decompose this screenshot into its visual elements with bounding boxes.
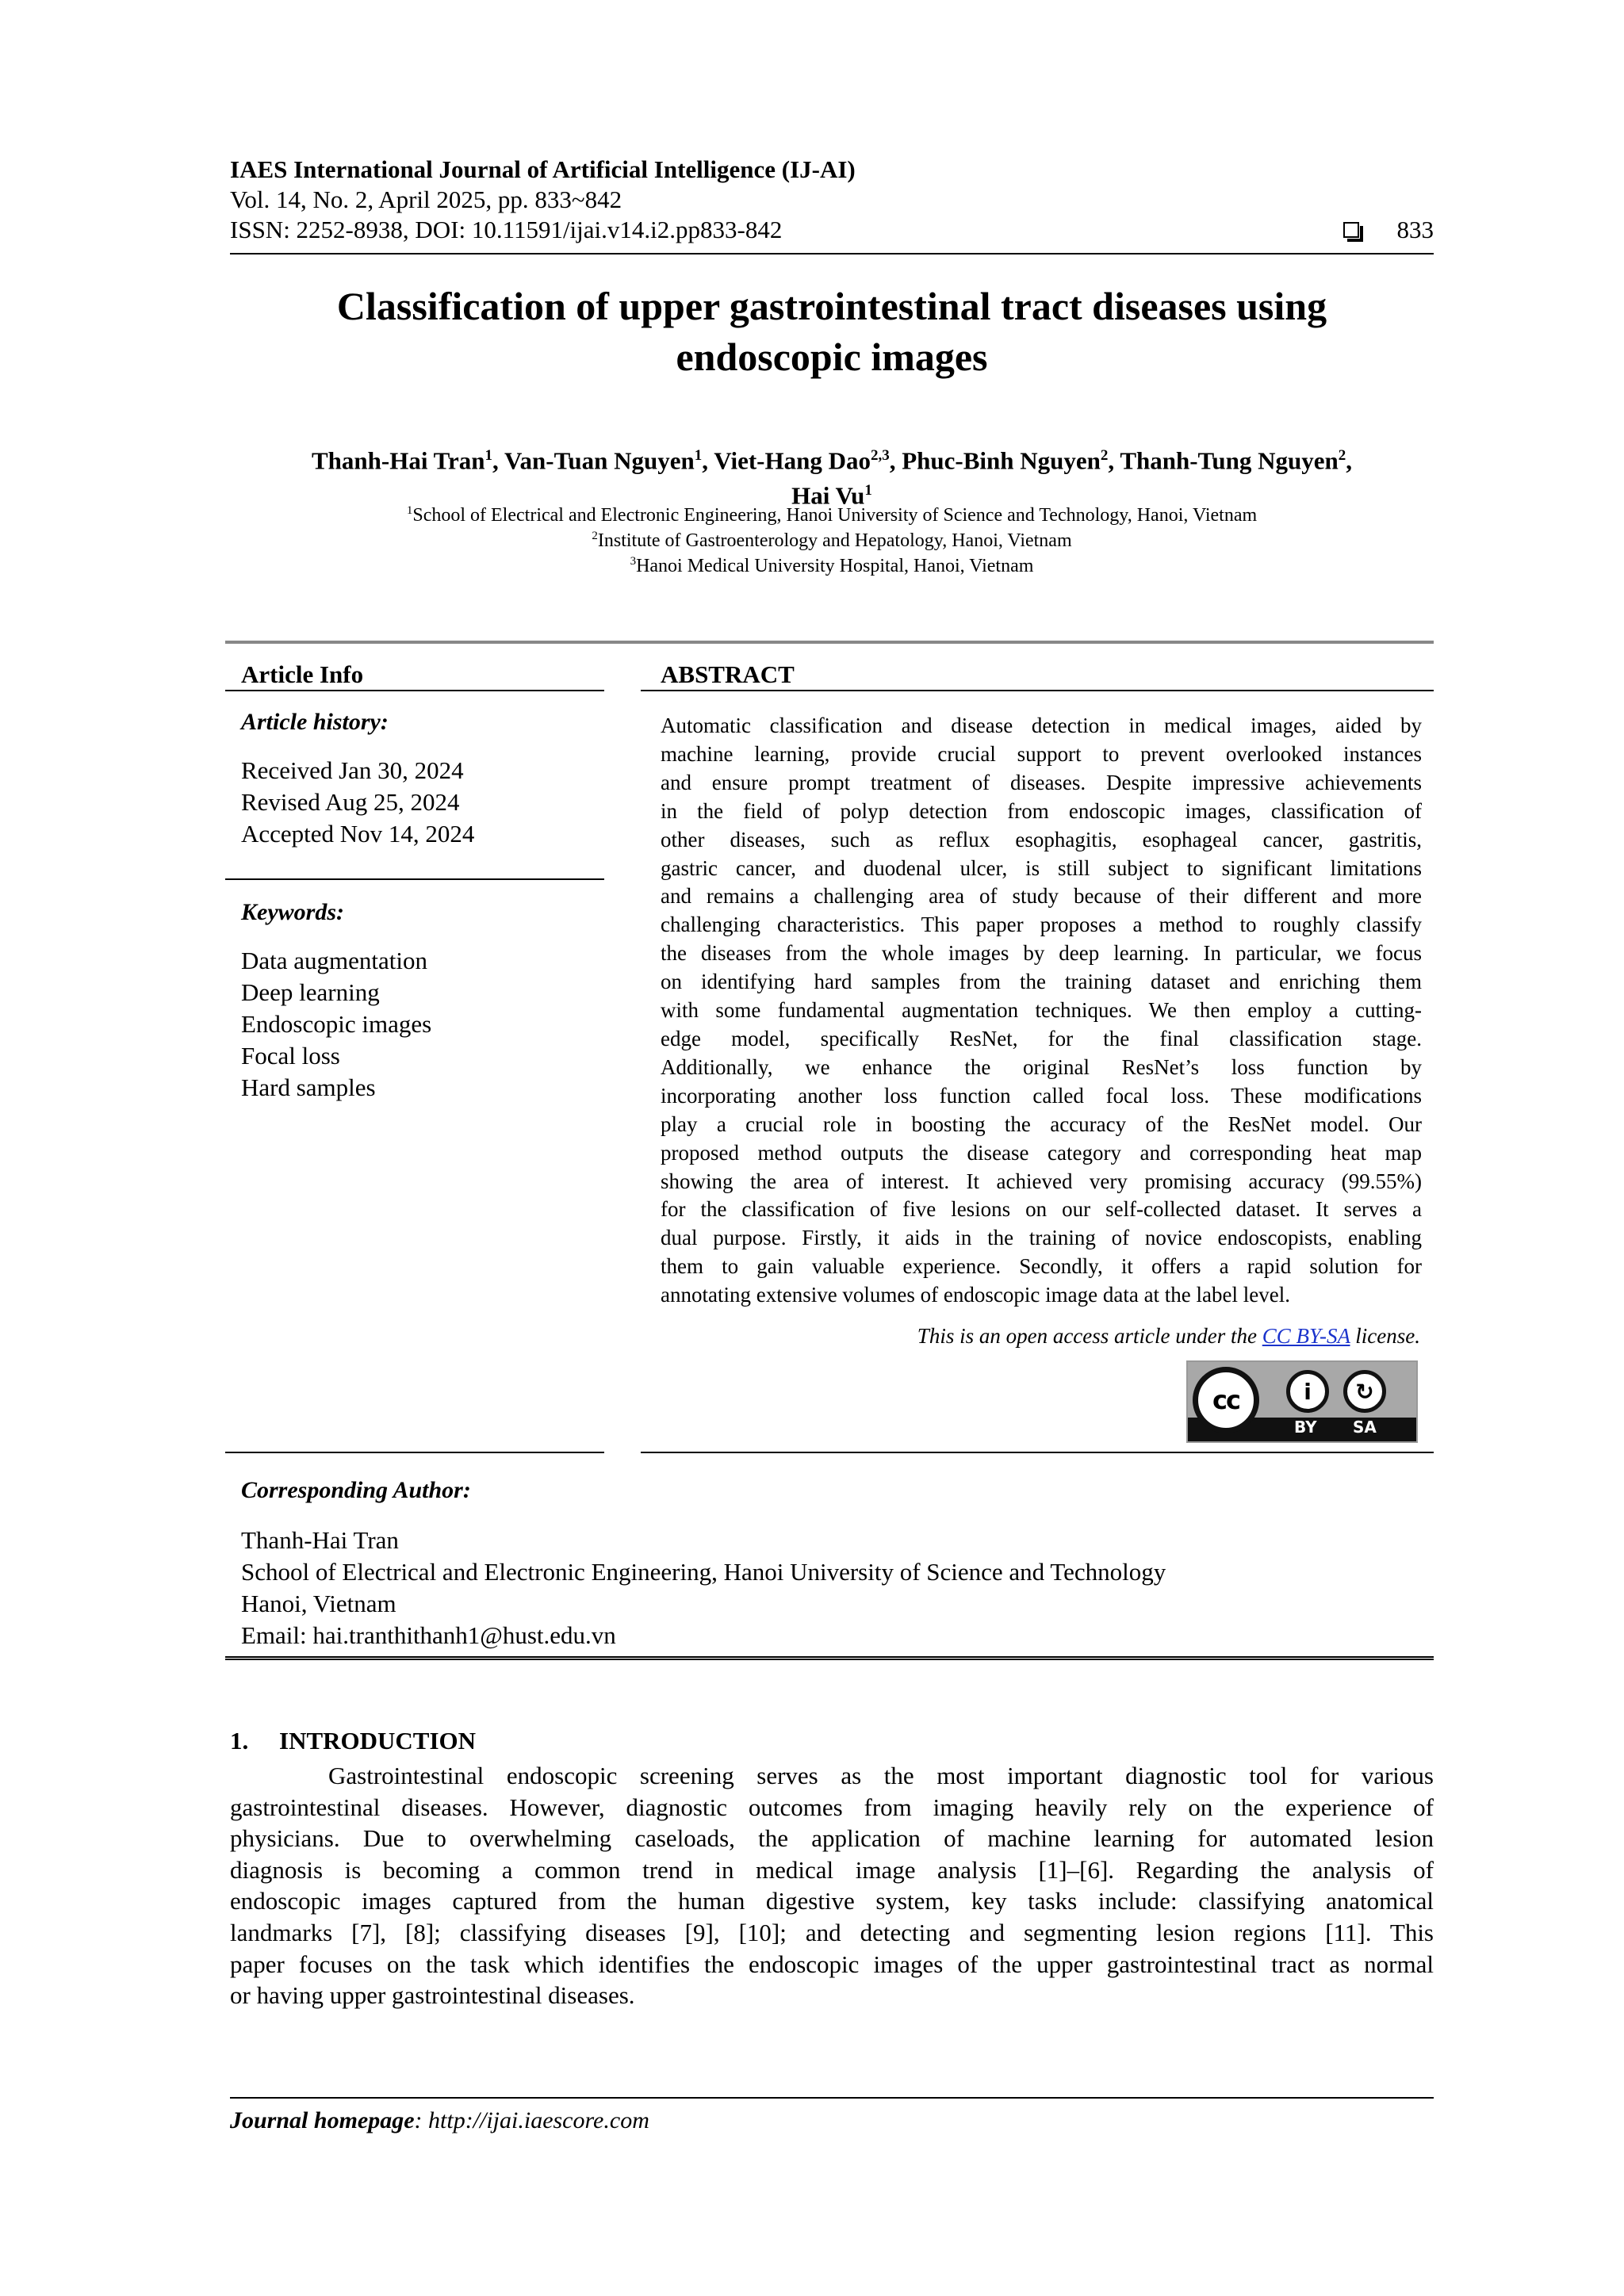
abstract-line: dual purpose. Firstly, it aids in the training of novice endoscopists, enabling bbox=[661, 1226, 1422, 1250]
author-affil-sup: 1 bbox=[864, 482, 872, 499]
body-line: paper focuses on the task which identifies the endoscopic images of the upper gastrointestinal tract as normal bbox=[230, 1950, 1434, 1978]
affiliation bbox=[230, 555, 1434, 577]
keywords-list bbox=[241, 945, 431, 1104]
abstract-line: for the classification of five lesions on our self-collected dataset. It serves a bbox=[661, 1197, 1422, 1222]
box-bullet-icon bbox=[1343, 222, 1359, 238]
affiliation-text: School of Electrical and Electronic Engineering, Hanoi University of Science and Technology, Hanoi, Vietnam bbox=[412, 505, 1258, 526]
author-name: Thanh-Tung Nguyen bbox=[1120, 446, 1339, 475]
by-label: BY bbox=[1294, 1418, 1317, 1437]
license-prefix: This is an open access article under the bbox=[917, 1324, 1262, 1348]
author-list bbox=[230, 441, 1434, 511]
affiliation bbox=[230, 530, 1434, 552]
volume-info: Vol. 14, No. 2, April 2025, pp. 833~842 bbox=[230, 186, 622, 213]
article-info-heading: Article Info bbox=[241, 660, 364, 688]
article-history-list bbox=[241, 755, 474, 850]
article-history-heading: Article history: bbox=[241, 709, 389, 735]
abstract-body bbox=[661, 712, 1422, 1310]
license-statement bbox=[917, 1324, 1420, 1349]
abstract-line: and ensure prompt treatment of diseases. Despite impressive achievements bbox=[661, 770, 1422, 794]
body-line: or having upper gastrointestinal diseases. bbox=[230, 1981, 635, 2010]
abstract-heading: ABSTRACT bbox=[661, 660, 795, 688]
corresponding-author-details bbox=[241, 1525, 1166, 1651]
abstract-line: machine learning, provide crucial support to prevent overlooked instances bbox=[661, 741, 1422, 766]
keywords-heading: Keywords: bbox=[241, 899, 344, 925]
affiliation-text: Institute of Gastroenterology and Hepatology, Hanoi, Vietnam bbox=[597, 530, 1072, 551]
corresponding-bottom-rule bbox=[225, 1656, 1434, 1660]
body-line: physicians. Due to overwhelming caseloads, the application of machine learning for automated lesion bbox=[230, 1824, 1434, 1853]
body-line: Gastrointestinal endoscopic screening serves as the most important diagnostic tool for various bbox=[328, 1762, 1434, 1789]
abstract-line: showing the area of interest. It achieved very promising accuracy (99.55%) bbox=[661, 1169, 1422, 1193]
attribution-icon-glyph: i bbox=[1304, 1378, 1312, 1405]
corresponding-author-heading: Corresponding Author: bbox=[241, 1477, 471, 1503]
license-link[interactable]: CC BY-SA bbox=[1262, 1324, 1350, 1348]
affiliation-sup: 3 bbox=[630, 555, 637, 568]
abstract-rule bbox=[641, 690, 1434, 691]
history-accepted: Accepted Nov 14, 2024 bbox=[241, 820, 475, 848]
abstract-line: other diseases, such as reflux esophagitis, esophageal cancer, gastritis, bbox=[661, 827, 1422, 851]
body-line: landmarks [7], [8]; classifying diseases [9], [10]; and detecting and segmenting lesion regions [11]. This bbox=[230, 1918, 1434, 1946]
keywords-bottom-rule bbox=[225, 1452, 604, 1453]
body-line: gastrointestinal diseases. However, diagnostic outcomes from imaging heavily rely on the experience of bbox=[230, 1793, 1434, 1821]
affiliation-sup: 2 bbox=[592, 530, 598, 542]
info-block-top-rule bbox=[225, 641, 1434, 644]
author-name: Viet-Hang Dao bbox=[714, 446, 871, 475]
abstract-line: challenging characteristics. This paper proposes a method to roughly classify bbox=[661, 913, 1422, 937]
keyword: Data augmentation bbox=[241, 947, 427, 974]
abstract-line: the diseases from the whole images by deep learning. In particular, we focus bbox=[661, 941, 1422, 966]
author-name: Van-Tuan Nguyen bbox=[504, 446, 695, 475]
author-affil-sup: 2 bbox=[1338, 447, 1346, 464]
author-name: Hai Vu bbox=[791, 481, 865, 510]
author-name: Phuc-Binh Nguyen bbox=[902, 446, 1101, 475]
corresponding-email: Email: hai.tranthithanh1@hust.edu.vn bbox=[241, 1621, 616, 1649]
abstract-line: incorporating another loss function called focal loss. These modifications bbox=[661, 1083, 1422, 1108]
license-suffix: license. bbox=[1350, 1324, 1420, 1348]
body-line: endoscopic images captured from the human digestive system, key tasks include: classifying anatomical bbox=[230, 1887, 1434, 1915]
history-rule bbox=[225, 878, 604, 880]
affiliation-text: Hanoi Medical University Hospital, Hanoi, Vietnam bbox=[636, 556, 1034, 576]
cc-logo-icon bbox=[1193, 1367, 1259, 1433]
page-number: 833 bbox=[1396, 216, 1434, 243]
affiliation-sup: 1 bbox=[406, 504, 413, 517]
abstract-line: on identifying hard samples from the training dataset and enriching them bbox=[661, 970, 1422, 994]
keyword: Hard samples bbox=[241, 1073, 376, 1101]
introduction-body bbox=[230, 1760, 1434, 2011]
share-alike-icon bbox=[1343, 1370, 1386, 1413]
title-line-2: endoscopic images bbox=[676, 335, 988, 379]
abstract-line: play a crucial role in boosting the accuracy of the ResNet model. Our bbox=[661, 1112, 1422, 1136]
abstract-line: them to gain valuable experience. Secondly, it offers a rapid solution for bbox=[661, 1254, 1422, 1279]
author-affil-sup: 1 bbox=[694, 447, 703, 464]
abstract-bottom-rule bbox=[641, 1452, 1434, 1453]
corresponding-affiliation: School of Electrical and Electronic Engineering, Hanoi University of Science and Technology bbox=[241, 1558, 1166, 1586]
author-name: Thanh-Hai Tran bbox=[312, 446, 485, 475]
sa-label: SA bbox=[1353, 1418, 1377, 1437]
keyword: Deep learning bbox=[241, 978, 380, 1006]
issn-doi: ISSN: 2252-8938, DOI: 10.11591/ijai.v14.i2.pp833-842 bbox=[230, 216, 783, 243]
abstract-line: and remains a challenging area of study because of their different and more bbox=[661, 884, 1422, 909]
abstract-line: gastric cancer, and duodenal ulcer, is still subject to significant limitations bbox=[661, 855, 1422, 880]
cc-logo-text: cc bbox=[1212, 1385, 1239, 1415]
corresponding-location: Hanoi, Vietnam bbox=[241, 1590, 396, 1617]
abstract-line: Automatic classification and disease detection in medical images, aided by bbox=[661, 714, 1422, 737]
body-line: diagnosis is becoming a common trend in medical image analysis [1]–[6]. Regarding the analysis of bbox=[230, 1855, 1434, 1884]
share-alike-icon-glyph: ↻ bbox=[1355, 1378, 1374, 1405]
author-affil-sup: 1 bbox=[485, 447, 493, 464]
keyword: Endoscopic images bbox=[241, 1010, 432, 1038]
footer-rule bbox=[230, 2097, 1434, 2099]
history-received: Received Jan 30, 2024 bbox=[241, 756, 464, 784]
page-number-block bbox=[1343, 216, 1434, 244]
abstract-line: annotating extensive volumes of endoscopic image data at the label level. bbox=[661, 1283, 1290, 1307]
paper-title bbox=[230, 281, 1434, 382]
corresponding-name: Thanh-Hai Tran bbox=[241, 1526, 399, 1554]
abstract-line: in the field of polyp detection from endoscopic images, classification of bbox=[661, 798, 1422, 823]
abstract-line: with some fundamental augmentation techniques. We then employ a cutting- bbox=[661, 998, 1422, 1023]
attribution-icon bbox=[1286, 1370, 1329, 1413]
section-heading-introduction: 1. INTRODUCTION bbox=[230, 1727, 477, 1755]
cc-by-sa-badge[interactable] bbox=[1186, 1360, 1418, 1443]
author-affil-sup: 2,3 bbox=[870, 447, 890, 464]
history-revised: Revised Aug 25, 2024 bbox=[241, 788, 460, 816]
author-affil-sup: 2 bbox=[1100, 447, 1109, 464]
author-line-1: Thanh-Hai Tran$^1$, Van-Tuan Nguyen$^1$, Viet-Hang Dao$^{2,3}$, Phuc-Binh Nguyen$^2$, Thanh-Tung Nguyen$^2$, bbox=[312, 446, 1352, 475]
abstract-line: edge model, specifically ResNet, for the final classification stage. bbox=[661, 1026, 1422, 1050]
affiliation bbox=[230, 504, 1434, 526]
header-rule bbox=[230, 253, 1434, 254]
journal-name: IAES International Journal of Artificial Intelligence (IJ-AI) bbox=[230, 155, 856, 183]
title-line-1: Classification of upper gastrointestinal tract diseases using bbox=[336, 284, 1327, 328]
homepage-label: Journal homepage bbox=[230, 2107, 415, 2133]
journal-homepage bbox=[230, 2107, 649, 2134]
homepage-url[interactable]: : http://ijai.iaescore.com bbox=[414, 2107, 649, 2133]
keyword: Focal loss bbox=[241, 1042, 340, 1070]
abstract-line: Additionally, we enhance the original ResNet’s loss function by bbox=[661, 1054, 1422, 1079]
article-info-rule bbox=[225, 690, 604, 691]
abstract-line: proposed method outputs the disease category and corresponding heat map bbox=[661, 1140, 1422, 1165]
